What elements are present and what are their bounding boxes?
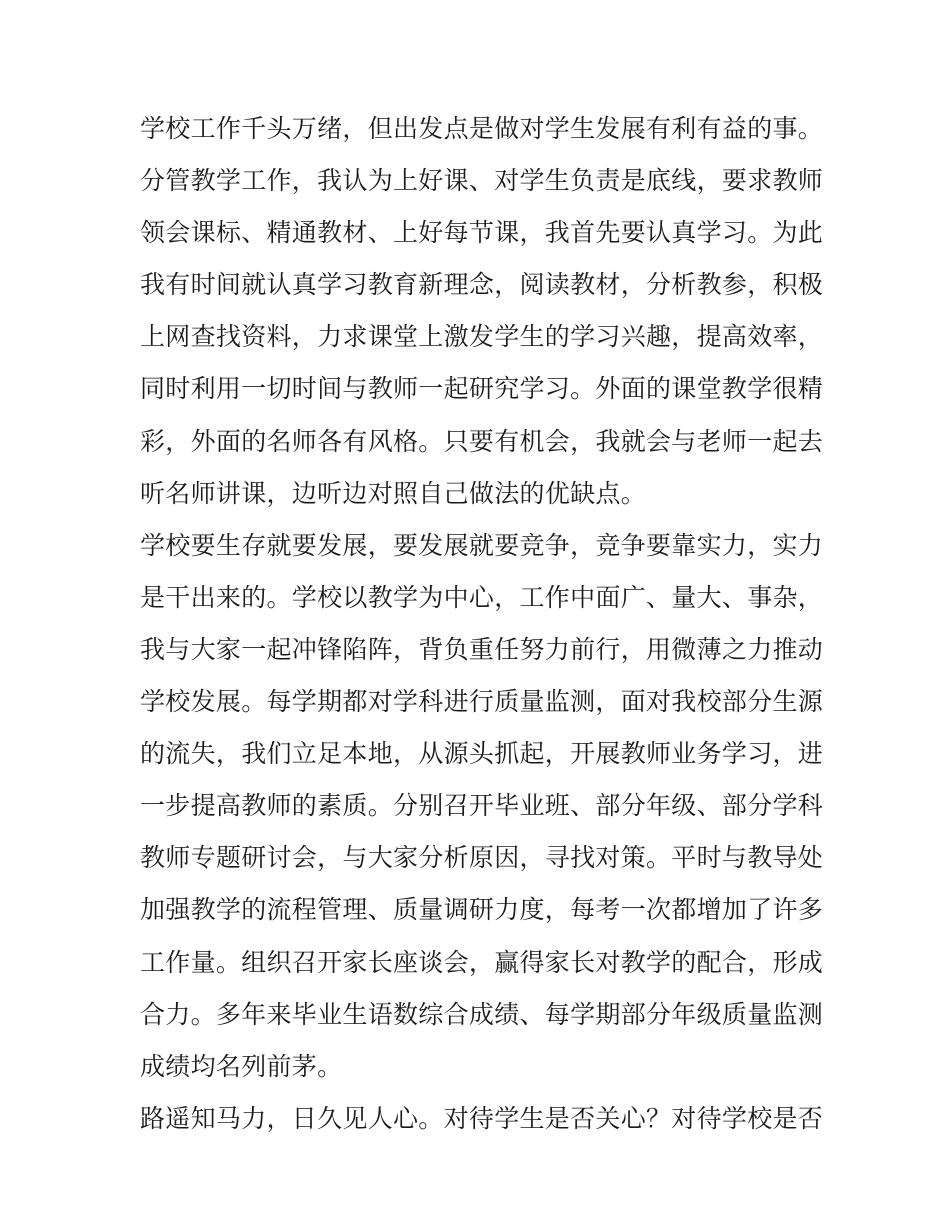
text-line: 领会课标、精通教材、上好每节课，我首先要认真学习。为此 [140, 218, 824, 248]
body-text [140, 103, 824, 1145]
text-line: 彩，外面的名师各有风格。只要有机会，我就会与老师一起去 [140, 426, 824, 456]
text-line: 我与大家一起冲锋陷阵，背负重任努力前行，用微薄之力推动 [140, 634, 824, 664]
text-line: 听名师讲课，边听边对照自己做法的优缺点。 [140, 478, 647, 508]
text-line: 合力。多年来毕业生语数综合成绩、每学期部分年级质量监测 [140, 999, 824, 1029]
text-line: 学校发展。每学期都对学科进行质量监测，面对我校部分生源 [140, 687, 824, 717]
text-line: 同时利用一切时间与教师一起研究学习。外面的课堂教学很精 [140, 374, 824, 404]
text-line: 成绩均名列前茅。 [140, 1051, 343, 1081]
text-line: 路遥知马力，日久见人心。对待学生是否关心？对待学校是否 [140, 1103, 824, 1133]
text-line: 我有时间就认真学习教育新理念，阅读教材，分析教参，积极 [140, 270, 824, 300]
text-line: 是干出来的。学校以教学为中心，工作中面广、量大、事杂， [140, 582, 824, 612]
text-line: 加强教学的流程管理、质量调研力度，每考一次都增加了许多 [140, 895, 824, 925]
text-line: 学校要生存就要发展，要发展就要竞争，竞争要靠实力，实力 [140, 530, 824, 560]
text-line: 上网查找资料，力求课堂上激发学生的学习兴趣，提高效率， [140, 322, 824, 352]
text-line: 教师专题研讨会，与大家分析原因，寻找对策。平时与教导处 [140, 843, 824, 873]
text-line: 的流失，我们立足本地，从源头抓起，开展教师业务学习，进 [140, 739, 824, 769]
text-line: 一步提高教师的素质。分别召开毕业班、部分年级、部分学科 [140, 791, 824, 821]
text-line: 学校工作千头万绪，但出发点是做对学生发展有利有益的事。 [140, 114, 824, 143]
text-line: 分管教学工作，我认为上好课、对学生负责是底线，要求教师 [140, 166, 824, 196]
text-line: 工作量。组织召开家长座谈会，赢得家长对教学的配合，形成 [140, 947, 824, 977]
